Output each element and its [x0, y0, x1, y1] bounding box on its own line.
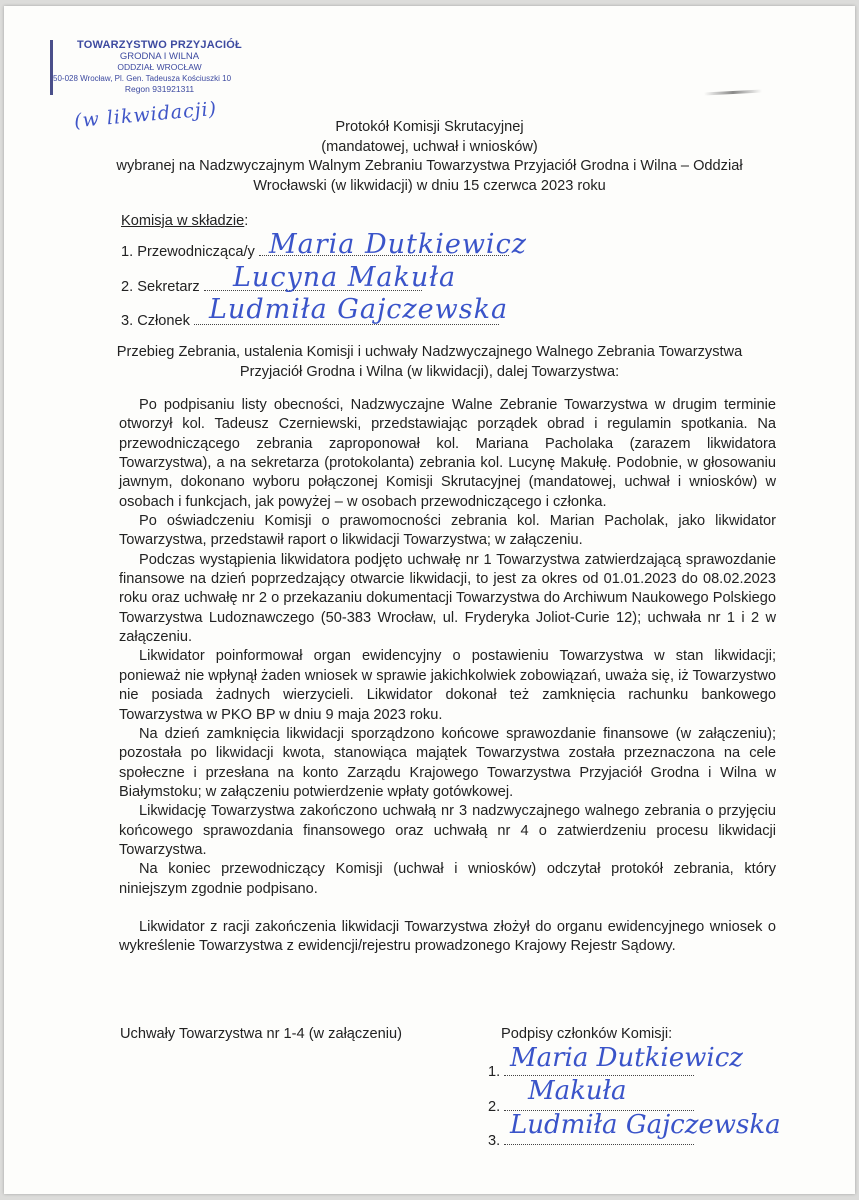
handwritten-signature: Ludmiła Gajczewska [510, 1110, 781, 1140]
paragraph: Na koniec przewodniczący Komisji (uchwał i wniosków) odczytał protokół zebrania, który niniejszym zgodnie podpisano. [119, 861, 776, 897]
proceedings-heading-line-1: Przebieg Zebrania, ustalenia Komisji i uchwały Nadzwyczajnego Walnego Zebrania Towarzystwa [116, 344, 743, 360]
title-line-3: wybranej na Nadzwyczajnym Walnym Zebraniu Towarzystwa Przyjaciół Grodna i Wilna – Oddział [116, 158, 743, 174]
commission-heading-text: Komisja w składzie [121, 213, 245, 229]
stamp-line-2: GRODNA I WILNA [119, 51, 200, 62]
member-signature: Maria Dutkiewicz [269, 229, 527, 260]
title-line-4: Wrocławski (w likwidacji) w dniu 15 czerwca 2023 roku [253, 177, 606, 194]
document-title [104, 118, 755, 196]
member-label: 2. Sekretarz [121, 279, 200, 295]
document-page [4, 6, 855, 1194]
signatures-heading: Podpisy członków Komisji: [501, 1026, 673, 1042]
commission-member-2 [121, 262, 457, 295]
commission-heading [121, 212, 248, 231]
resolutions-note: Uchwały Towarzystwa nr 1-4 (w załączeniu) [120, 1026, 402, 1042]
ink-smudge [704, 89, 762, 95]
paragraph: Likwidator poinformował organ ewidencyjny o postawieniu Towarzystwa w stan likwidacji; ponieważ nie wpłynął żaden wniosek w sprawie jakichkolwiek zobowiązań, uważa się, iż Towarzystwo nie posiada żadnych wierzycieli. Likwidator dokonał też zamknięcia rachunku bankowego Towarzystwa w PKO BP w dniu 9 maja 2023 roku. [119, 648, 776, 723]
member-label: 3. Członek [121, 313, 190, 329]
signature-line-3 [488, 1110, 781, 1149]
handwritten-signature: Makuła [528, 1076, 627, 1106]
member-signature: Ludmiła Gajczewska [209, 294, 509, 325]
paragraph: Likwidację Towarzystwa zakończono uchwałą nr 3 nadzwyczajnego walnego zebrania o przyjęciu końcowego sprawozdania finansowego oraz uchwałą nr 4 o zatwierdzeniu procesu likwidacji Towarzystwa. [119, 803, 776, 858]
stamp-line-3: ODDZIAŁ WROCŁAW [117, 62, 202, 72]
paragraph: Na dzień zamknięcia likwidacji sporządzono końcowe sprawozdanie finansowe (w załączeniu); pozostała po likwidacji kwota, stanowiąca majątek Towarzystwa została przeznaczona na cele społeczne i przesłana na konto Zarządu Krajowego Towarzystwa Przyjaciół Grodna i Wilna w Białymstoku; w załączeniu potwierdzenie wpłaty gotówkowej. [119, 725, 776, 800]
signature-number: 3. [488, 1133, 501, 1149]
paragraph: Podczas wystąpienia likwidatora podjęto uchwałę nr 1 Towarzystwa zatwierdzającą sprawozdanie finansowe na dzień poprzedzający otwarcie likwidacji, to jest za okres od 01.01.2023 do 08.02.2023 roku oraz uchwałę nr 2 o przekazaniu dokumentacji Towarzystwa do Archiwum Naukowego Polskiego Towarzystwa Ludoznawczego (50-383 Wrocław, ul. Fryderyka Joliot-Curie 12); uchwała nr 1 i 2 w załączeniu. [119, 551, 776, 646]
stamp-handwritten-note: (w likwidacji) [73, 97, 218, 133]
commission-member-1 [121, 229, 527, 260]
paragraph: Po oświadczeniu Komisji o prawomocności zebrania kol. Marian Pacholak, jako likwidator Towarzystwa, przedstawił raport o likwidacji Towarzystwa; w załączeniu. [119, 513, 776, 549]
stamp-line-4: 50-028 Wrocław, Pl. Gen. Tadeusza Kościuszki 10 [53, 74, 232, 83]
title-line-1: Protokół Komisji Skrutacyjnej [335, 119, 524, 135]
protocol-body [119, 396, 776, 957]
member-signature: Lucyna Makuła [233, 262, 457, 293]
organization-stamp [50, 40, 262, 95]
proceedings-heading-line-2: Przyjaciół Grodna i Wilna (w likwidacji), dalej Towarzystwa: [239, 363, 620, 380]
paragraph: Po podpisaniu listy obecności, Nadzwyczajne Walne Zebranie Towarzystwa w drugim terminie otworzył kol. Tadeusz Czerniewski, przedstawiając porządek obrad i regulamin spotkania. Na przewodniczącego zebrania zaproponował kol. Mariana Pacholaka (zarazem likwidatora Towarzystwa), a na sekretarza (protokolanta) zebrania kol. Lucynę Makułę. Podobnie, w głosowaniu jawnym, dokonano wyboru połączonej Komisji Skrutacyjnej (mandatowej, uchwał i wniosków) w osobach i funkcjach, jak powyżej – w osobach przewodniczącego i członka. [119, 397, 776, 510]
commission-heading-colon: : [244, 213, 249, 229]
title-line-2: (mandatowej, uchwał i wniosków) [321, 138, 538, 155]
paragraph: Likwidator z racji zakończenia likwidacji Towarzystwa złożył do organu ewidencyjnego wniosek o wykreślenie Towarzystwa z ewidencji/rejestru prowadzonego Krajowy Rejestr Sądowy. [119, 918, 776, 955]
signature-number: 1. [488, 1064, 501, 1080]
member-label: 1. Przewodnicząca/y [121, 244, 255, 260]
stamp-line-5: Regon 931921311 [124, 84, 195, 94]
commission-member-3 [121, 294, 509, 329]
proceedings-heading [114, 343, 745, 382]
handwritten-signature: Maria Dutkiewicz [510, 1043, 743, 1073]
signature-number: 2. [488, 1099, 501, 1115]
stamp-line-1: TOWARZYSTWO PRZYJACIÓŁ [77, 39, 242, 51]
